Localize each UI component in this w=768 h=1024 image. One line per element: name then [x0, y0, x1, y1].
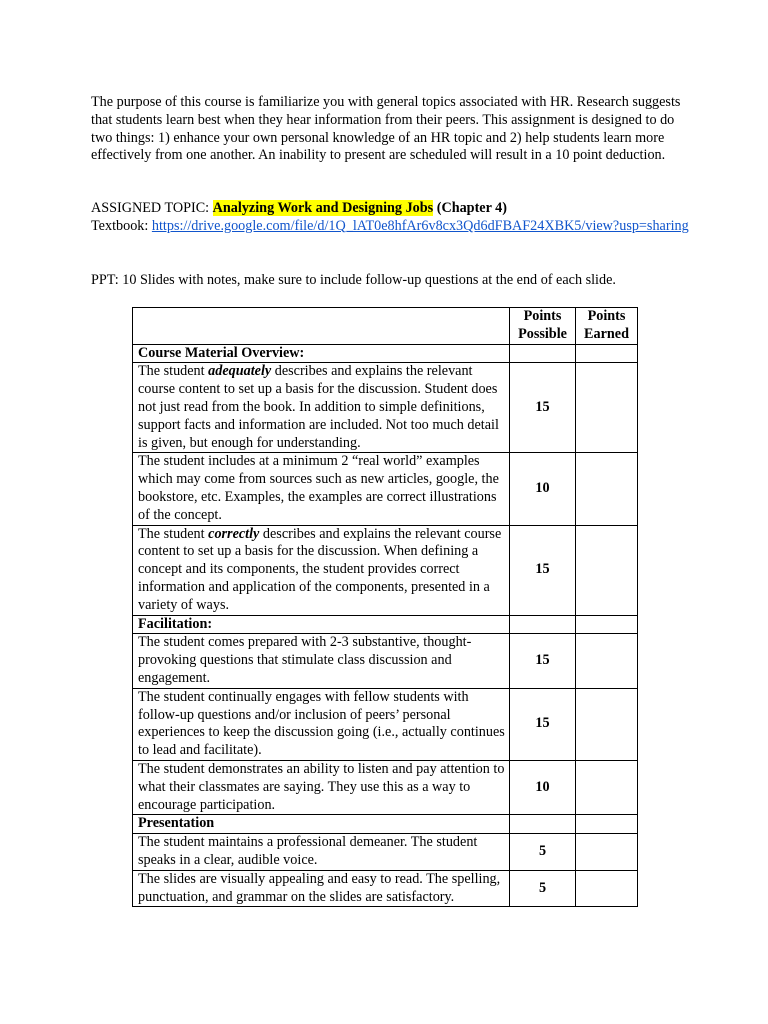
assigned-topic-block	[91, 200, 691, 236]
points-possible: 15	[510, 525, 576, 615]
points-earned-cell[interactable]	[576, 453, 638, 525]
rubric-header-row	[133, 308, 638, 345]
points-earned-cell[interactable]	[576, 634, 638, 688]
table-row	[133, 453, 638, 525]
rubric-header-points-possible: Points Possible	[510, 308, 576, 345]
section-title: Facilitation:	[133, 615, 510, 634]
rubric-header-points-earned: Points Earned	[576, 308, 638, 345]
table-row	[133, 760, 638, 814]
rubric-header-criteria	[133, 308, 510, 345]
table-row	[133, 834, 638, 871]
assigned-topic-chapter: (Chapter 4)	[433, 200, 507, 216]
points-earned-cell[interactable]	[576, 870, 638, 907]
criteria-text: The student continually engages with fellow students with follow-up questions and/or inclusion of peers’ personal experiences to keep the discussion going (i.e., actually continues to lead and facilitate).	[133, 688, 510, 760]
points-possible: 10	[510, 453, 576, 525]
ppt-instructions: PPT: 10 Slides with notes, make sure to include follow-up questions at the end of each slide.	[91, 272, 616, 288]
points-earned-cell[interactable]	[576, 363, 638, 453]
table-row	[133, 634, 638, 688]
criteria-text: The student correctly describes and explains the relevant course content to set up a basis for the discussion. When defining a concept and its components, the student provides correct information and application of the components, presented in a variety of ways.	[133, 525, 510, 615]
table-row	[133, 688, 638, 760]
section-title: Course Material Overview:	[133, 344, 510, 363]
textbook-link[interactable]: https://drive.google.com/file/d/1Q_lAT0e8hfAr6v8cx3Qd6dFBAF24XBK5/view?usp=sharing	[151, 217, 689, 234]
points-possible: 5	[510, 834, 576, 871]
grading-rubric-table	[132, 307, 638, 907]
criteria-text: The student adequately describes and explains the relevant course content to set up a basis for the discussion. Student does not just read from the book. In addition to simple definitions, support facts and information are included. Not too much detail is given, but enough for understanding.	[133, 363, 510, 453]
table-row	[133, 870, 638, 907]
points-possible: 10	[510, 760, 576, 814]
section-row-presentation	[133, 815, 638, 834]
criteria-text: The slides are visually appealing and easy to read. The spelling, punctuation, and grammar on the slides are satisfactory.	[133, 870, 510, 907]
points-possible: 15	[510, 688, 576, 760]
points-earned-cell[interactable]	[576, 760, 638, 814]
section-title: Presentation	[133, 815, 510, 834]
points-possible: 5	[510, 870, 576, 907]
criteria-text: The student includes at a minimum 2 “real world” examples which may come from sources such as new articles, google, the bookstore, etc. Examples, the examples are correct illustrations of the concept.	[133, 453, 510, 525]
section-row-course-material	[133, 344, 638, 363]
table-row	[133, 525, 638, 615]
assigned-topic-label: ASSIGNED TOPIC:	[91, 200, 213, 216]
points-earned-cell[interactable]	[576, 688, 638, 760]
textbook-label: Textbook:	[91, 217, 152, 234]
points-earned-cell[interactable]	[576, 525, 638, 615]
criteria-text: The student demonstrates an ability to listen and pay attention to what their classmates are saying. They use this as a way to encourage participation.	[133, 760, 510, 814]
points-earned-cell[interactable]	[576, 834, 638, 871]
criteria-text: The student comes prepared with 2-3 substantive, thought-provoking questions that stimulate class discussion and engagement.	[133, 634, 510, 688]
table-row	[133, 363, 638, 453]
points-possible: 15	[510, 634, 576, 688]
assigned-topic-title: Analyzing Work and Designing Jobs	[212, 200, 434, 216]
intro-paragraph: The purpose of this course is familiarize you with general topics associated with HR. Research suggests that students learn best when they hear information from their peers. This assignment is designed to do two things: 1) enhance your own personal knowledge of an HR topic and 2) help students learn more effectively from one another. An inability to present are scheduled will result in a 10 point deduction.	[91, 94, 681, 164]
points-possible: 15	[510, 363, 576, 453]
criteria-text: The student maintains a professional demeaner. The student speaks in a clear, audible voice.	[133, 834, 510, 871]
section-row-facilitation	[133, 615, 638, 634]
